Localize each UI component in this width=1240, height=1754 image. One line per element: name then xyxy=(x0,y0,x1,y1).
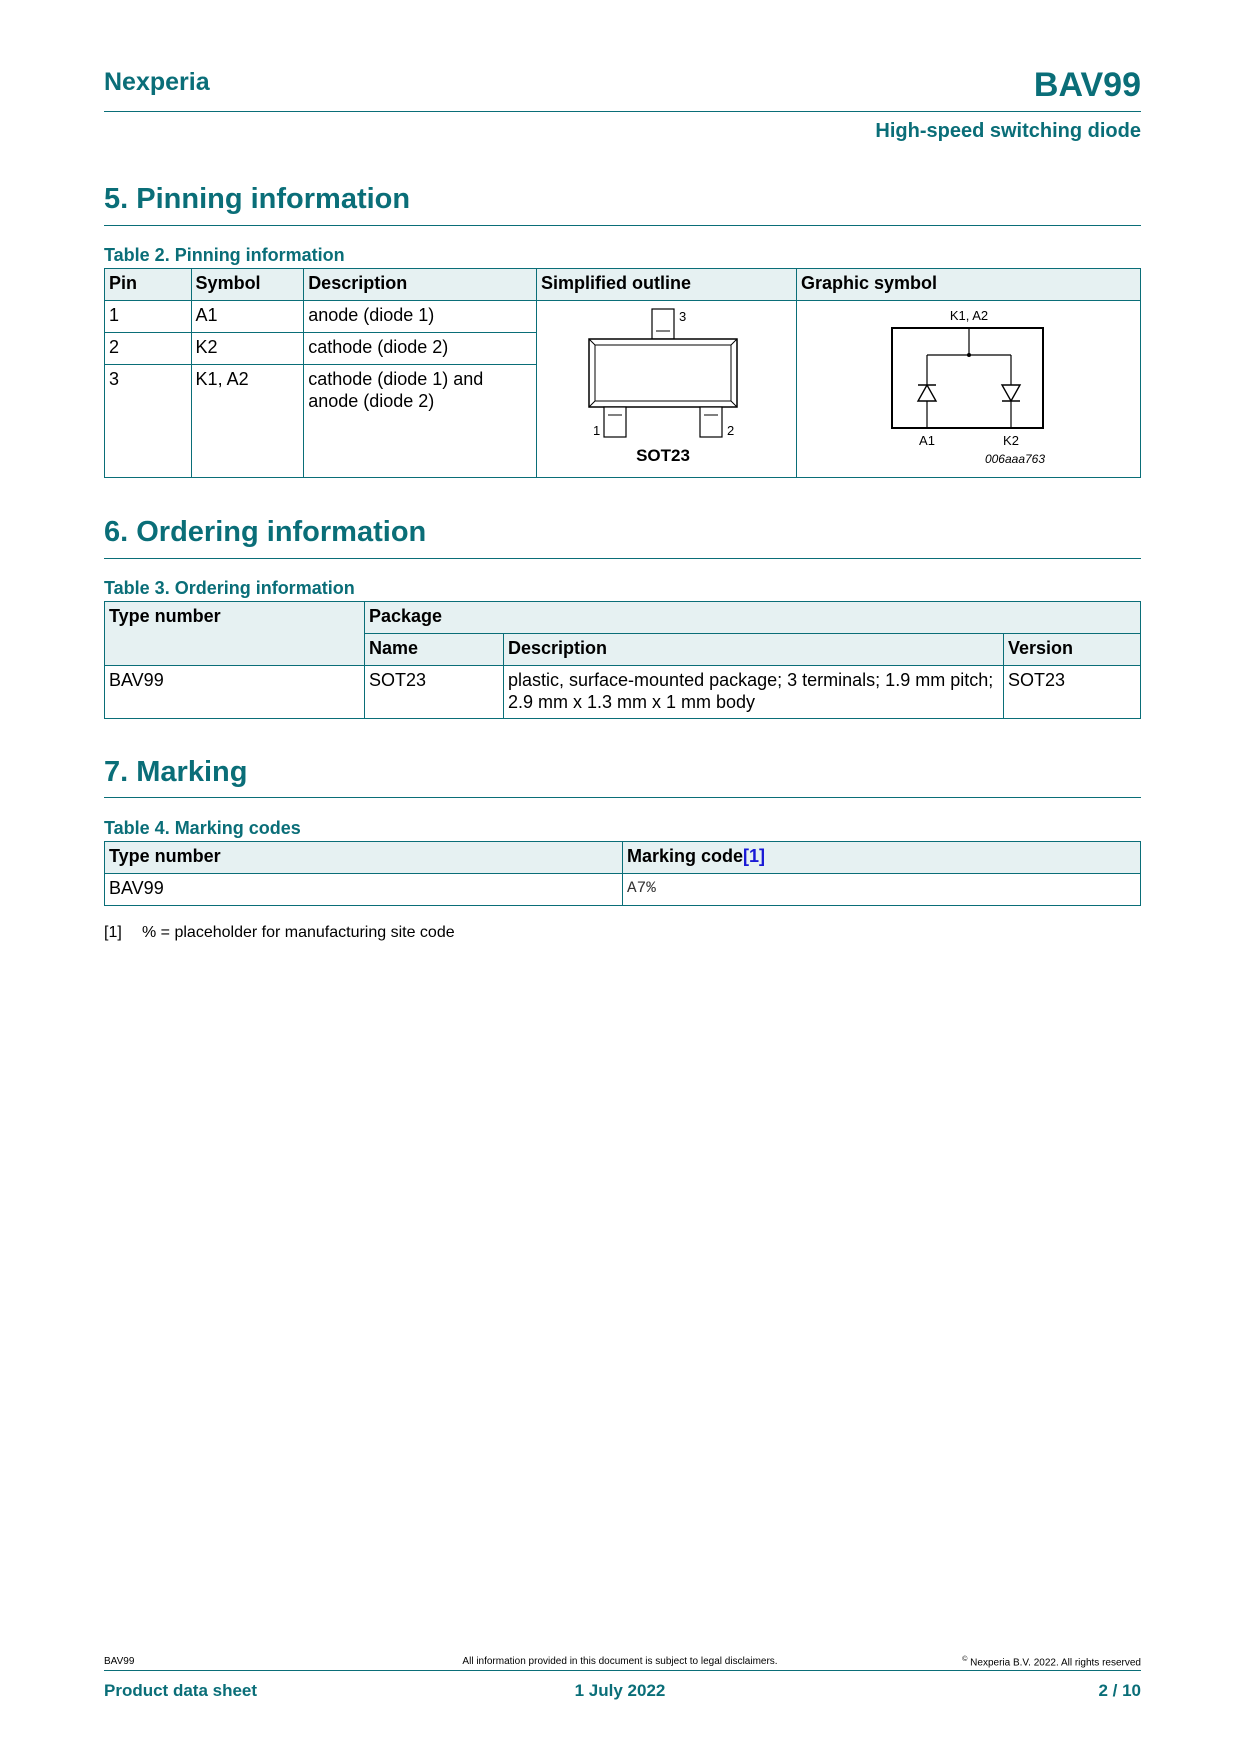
section-divider xyxy=(104,558,1141,559)
footnote-link[interactable]: [1] xyxy=(743,846,766,866)
column-header: Version xyxy=(1004,634,1141,666)
pin2-lead xyxy=(700,407,722,437)
diode1-symbol xyxy=(918,385,936,401)
copyright-symbol: © xyxy=(962,1656,968,1663)
graphic-symbol-cell xyxy=(797,301,1141,478)
version-cell: SOT23 xyxy=(1004,666,1141,719)
marking-code-header-label: Marking code xyxy=(627,846,744,866)
symbol-cell: A1 xyxy=(191,301,304,333)
footnote xyxy=(104,924,455,942)
column-header: Graphic symbol xyxy=(797,269,1141,301)
table-caption-ordering: Table 3. Ordering information xyxy=(104,578,355,598)
pin3-lead xyxy=(652,309,674,339)
table-row xyxy=(105,301,1141,333)
pin2-label: 2 xyxy=(727,423,735,438)
pin3-label: 3 xyxy=(679,309,687,324)
type-number-cell: BAV99 xyxy=(105,874,623,906)
column-header: Symbol xyxy=(191,269,304,301)
symbol-cell: K2 xyxy=(191,333,304,365)
pin-cell: 1 xyxy=(105,301,192,333)
pin-cell: 3 xyxy=(105,365,192,478)
footer-doc-type: Product data sheet xyxy=(104,1681,258,1700)
section-divider xyxy=(104,225,1141,226)
footer-date: 1 July 2022 xyxy=(574,1681,666,1700)
column-header xyxy=(623,842,1141,874)
header-divider xyxy=(104,111,1141,112)
table-caption-marking: Table 4. Marking codes xyxy=(104,818,301,838)
footnote-text: % = placeholder for manufacturing site code xyxy=(142,924,455,941)
section-divider xyxy=(104,797,1141,798)
ordering-table xyxy=(104,601,1141,719)
brand-name: Nexperia xyxy=(104,68,210,96)
doc-subtitle: High-speed switching diode xyxy=(875,120,1141,142)
symbol-frame xyxy=(892,328,1043,428)
footer-copyright xyxy=(962,1656,1141,1668)
anode1-label: A1 xyxy=(919,433,935,448)
marking-table xyxy=(104,841,1141,906)
cathode2-label: K2 xyxy=(1003,433,1019,448)
symbol-cell: K1, A2 xyxy=(191,365,304,478)
pinning-table xyxy=(104,268,1141,478)
copyright-text: Nexperia B.V. 2022. All rights reserved xyxy=(970,1657,1141,1669)
column-header: Simplified outline xyxy=(537,269,797,301)
footnote-ref: [1] xyxy=(104,924,122,941)
common-terminal-label: K1, A2 xyxy=(949,308,989,323)
column-header: Pin xyxy=(105,269,192,301)
footer-page-number: 2 / 10 xyxy=(1098,1681,1141,1700)
section-title-ordering: 6. Ordering information xyxy=(104,516,427,548)
section-title-pinning: 5. Pinning information xyxy=(104,183,411,215)
simplified-outline-cell xyxy=(537,301,797,478)
pin1-lead xyxy=(604,407,626,437)
footer-divider xyxy=(104,1670,1141,1671)
column-header: Type number xyxy=(105,842,623,874)
package-description-cell: plastic, surface-mounted package; 3 terminals; 1.9 mm pitch; 2.9 mm x 1.3 mm x 1 mm body xyxy=(504,666,1004,719)
description-cell: cathode (diode 1) and anode (diode 2) xyxy=(304,365,537,478)
column-header: Name xyxy=(365,634,504,666)
pin-cell: 2 xyxy=(105,333,192,365)
marking-code-cell: A7% xyxy=(623,874,1141,906)
table-row xyxy=(105,666,1141,719)
column-header: Type number xyxy=(105,602,365,666)
column-header: Description xyxy=(304,269,537,301)
diode2-symbol xyxy=(1002,385,1020,401)
diode-schematic xyxy=(797,301,1140,477)
description-cell: cathode (diode 2) xyxy=(304,333,537,365)
part-number: BAV99 xyxy=(1033,66,1141,104)
footer-disclaimer: All information provided in this document is subject to legal disclaimers. xyxy=(462,1656,778,1667)
figure-code: 006aaa763 xyxy=(984,452,1046,466)
column-header: Description xyxy=(504,634,1004,666)
pin1-label: 1 xyxy=(593,423,601,438)
description-cell: anode (diode 1) xyxy=(304,301,537,333)
table-caption-pinning: Table 2. Pinning information xyxy=(104,245,345,265)
section-title-marking: 7. Marking xyxy=(104,756,248,788)
footer-doc-id: BAV99 xyxy=(104,1656,135,1667)
table-row xyxy=(105,874,1141,906)
column-header: Package xyxy=(365,602,1141,634)
type-number-cell: BAV99 xyxy=(105,666,365,719)
package-name-cell: SOT23 xyxy=(365,666,504,719)
sot23-outline-diagram xyxy=(537,301,788,477)
package-body xyxy=(589,339,737,407)
package-name-label: SOT23 xyxy=(636,446,690,465)
